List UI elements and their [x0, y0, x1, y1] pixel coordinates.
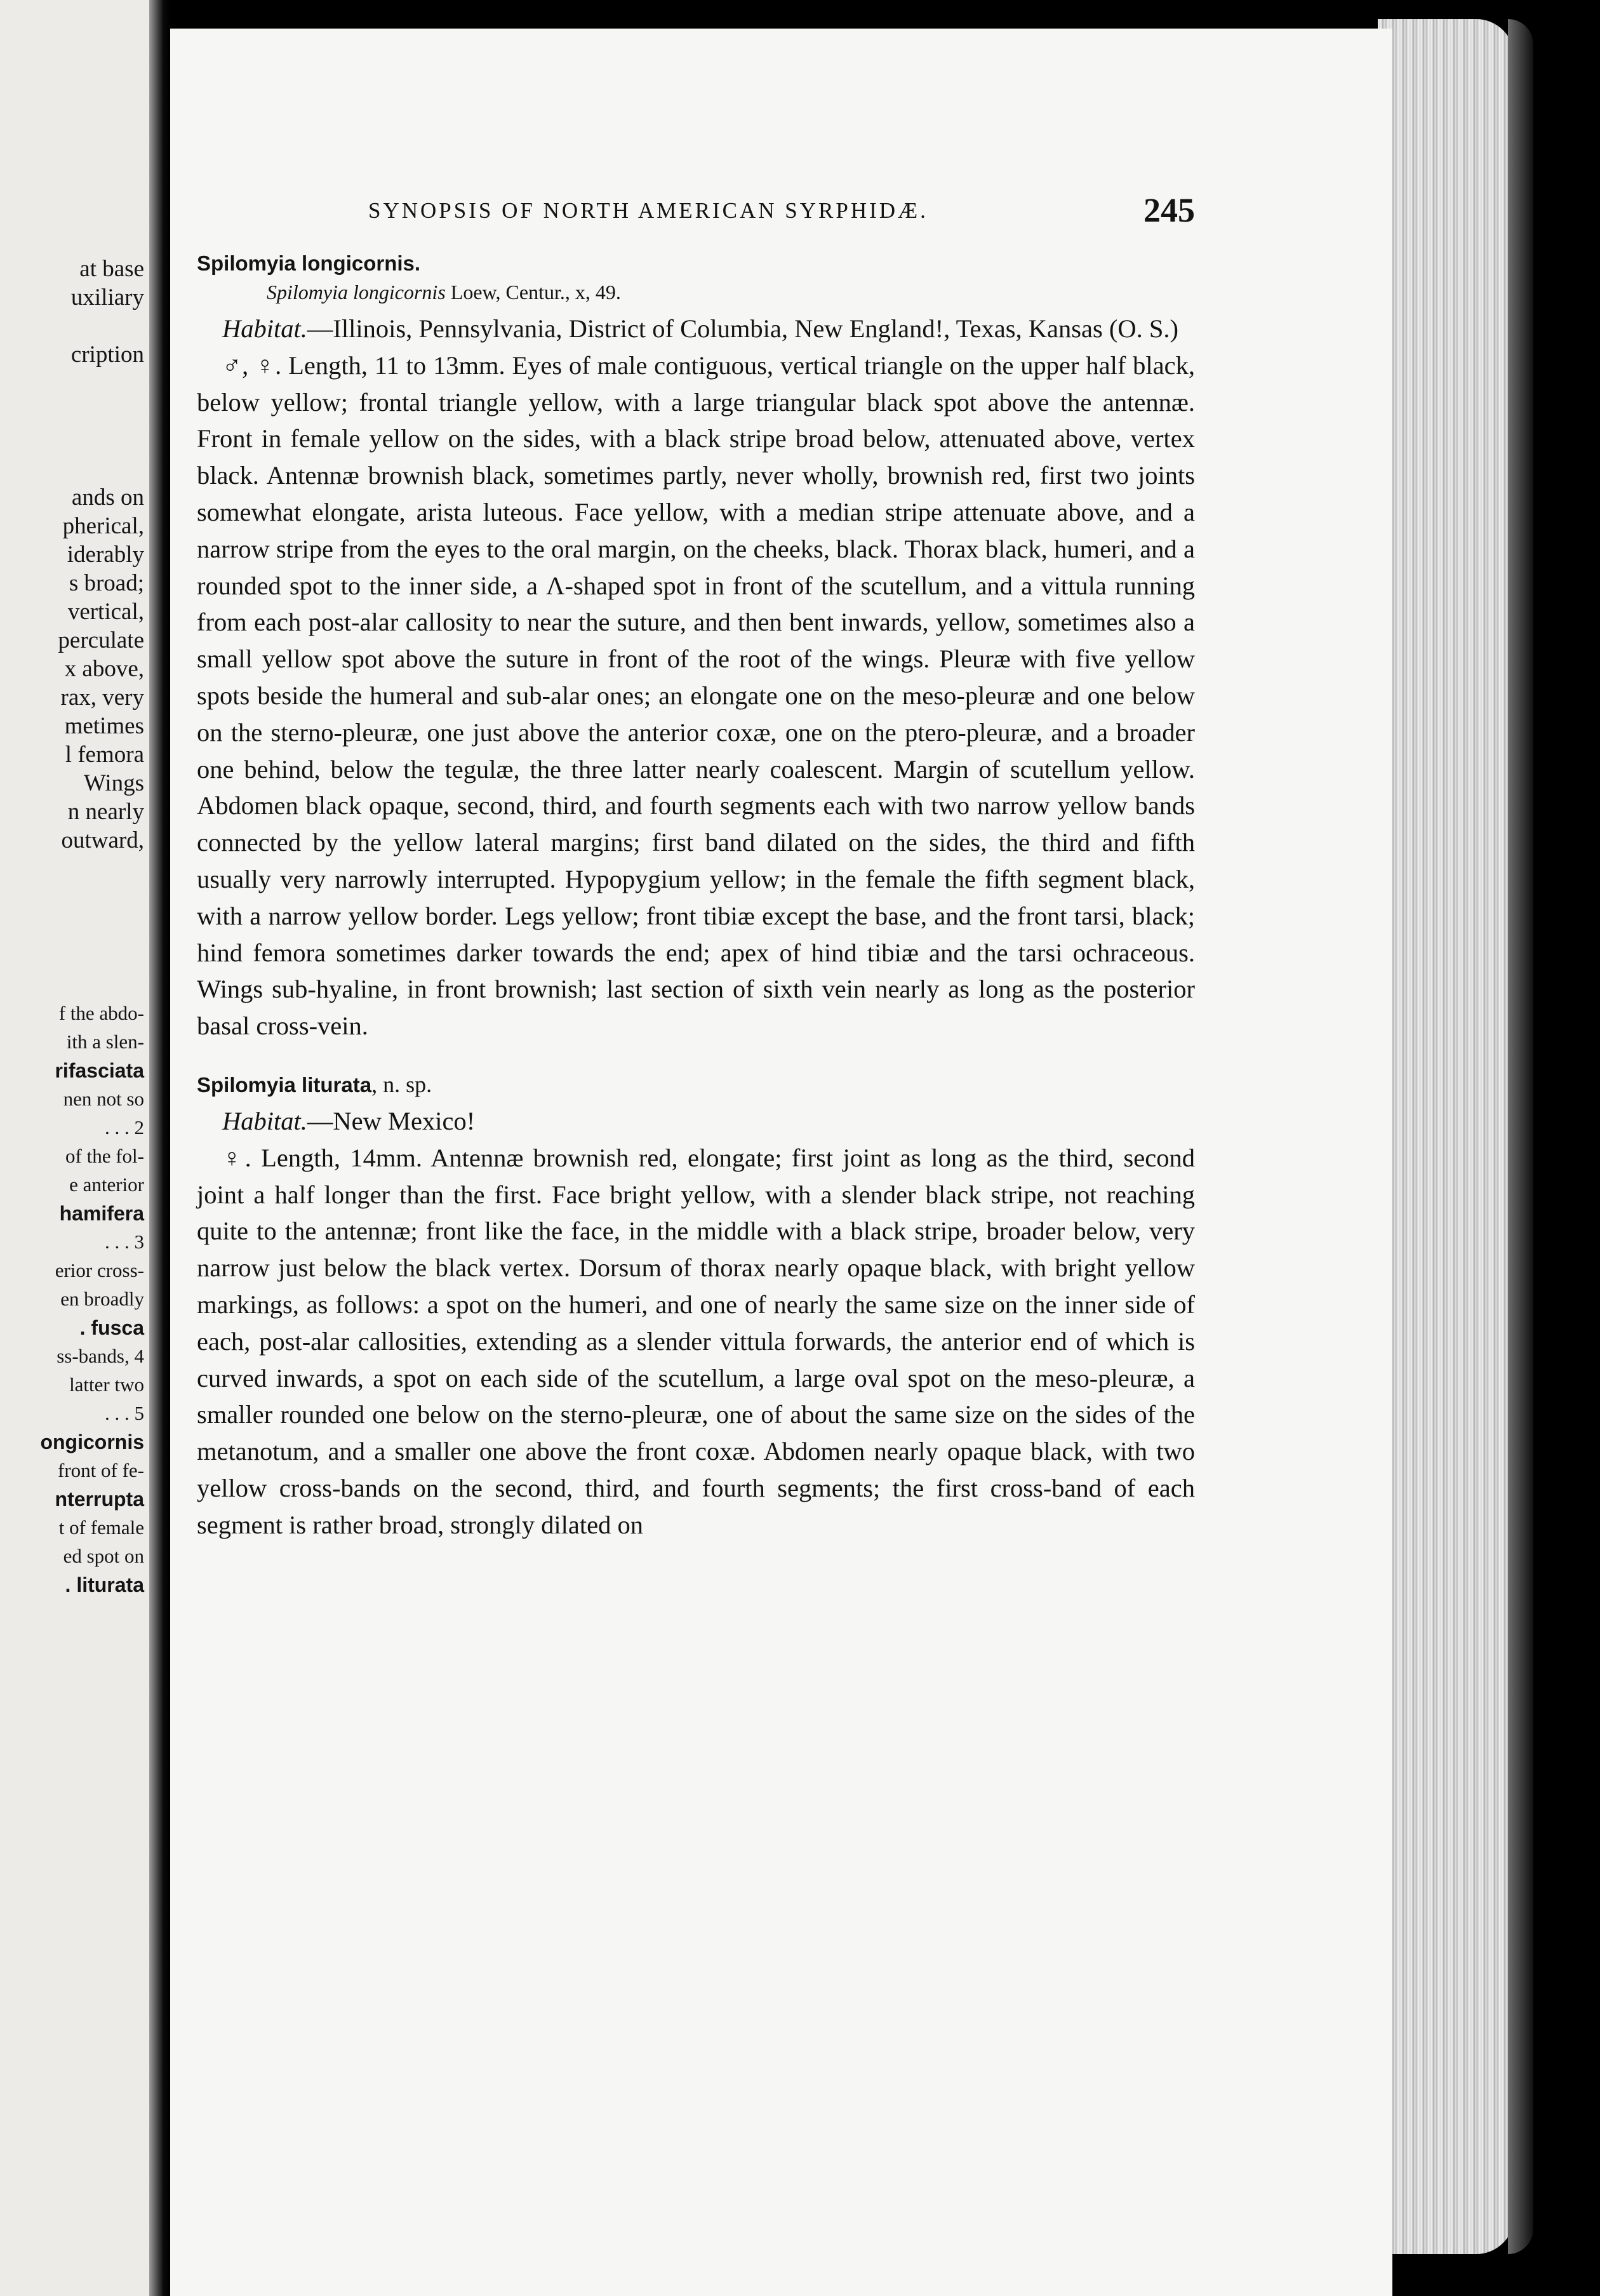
- species-entry: [197, 251, 1195, 1045]
- species-suffix: , n. sp.: [371, 1071, 432, 1097]
- left-line: ands on: [71, 484, 144, 511]
- left-line: e anterior: [69, 1173, 144, 1196]
- habitat-label: Habitat.: [222, 314, 307, 343]
- left-line: l femora: [65, 742, 144, 768]
- left-line: hamifera: [59, 1202, 144, 1225]
- habitat-paragraph: [197, 310, 1195, 347]
- left-line: nterrupta: [55, 1488, 144, 1511]
- left-line: cription: [70, 342, 144, 368]
- left-line: latter two: [69, 1373, 144, 1396]
- left-line: front of fe-: [58, 1459, 144, 1481]
- left-line: at base: [79, 256, 144, 282]
- habitat-label: Habitat.: [222, 1106, 307, 1135]
- description-paragraph: ♀. Length, 14mm. Antennæ brownish red, elongate; first joint as long as the third, second joint a half longer than the first. Face bright yellow, with a slender black stripe, not reaching quite to the antennæ; front like the face, in the middle with a black stripe, broader below, very narrow just below the black vertex. Dorsum of thorax nearly opaque black, with bright yellow markings, as follows: a spot on the humeri, and one of nearly the same size on the inner side of each, post-alar callosities, extending as a slender vittula forwards, the anterior end of which is curved inwards, a spot on each side of the scutellum, a large oval spot on the meso-pleuræ, a smaller rounded one below on the sterno-pleuræ, one of about the same size on the sides of the metanotum, and a smaller one above the front coxæ. Abdomen nearly opaque black, with two yellow cross-bands on the second, third, and fourth segments; the first cross-band of each segment is rather broad, strongly dilated on: [197, 1143, 1195, 1539]
- page-number: 245: [1143, 191, 1195, 229]
- left-line: ss-bands, 4: [57, 1345, 144, 1367]
- left-line: s broad;: [69, 570, 144, 596]
- description-paragraph: ♂, ♀. Length, 11 to 13mm. Eyes of male contiguous, vertical triangle on the upper half black, below yellow; frontal triangle yellow, with a large triangular black spot above the antennæ. Front in female yellow on the sides, with a black stripe broad below, attenuated above, vertex black. Antennæ brownish black, sometimes partly, never wholly, brownish red, first two joints somewhat elongate, arista luteous. Face yellow, with a median stripe attenuate above, and a narrow stripe from the eyes to the oral margin, on the cheeks, black. Thorax black, humeri, and a rounded spot to the inner side, a Λ-shaped spot in front of the scutellum, and a vittula running from each post-alar callosity to near the suture, and then bent inwards, yellow, sometimes also a small yellow spot above the suture in front of the root of the wings. Pleuræ with five yellow spots beside the humeral and sub-alar ones; an elongate one on the meso-pleuræ and one below on the sterno-pleuræ, one just above the anterior coxæ, one on the ptero-pleuræ, and a broader one behind, below the tegulæ, the three latter nearly coalescent. Margin of scutellum yellow. Abdomen black opaque, second, third, and fourth segments each with two narrow yellow bands connected by the yellow lateral margins; first band dilated on the sides, the third and fifth usually very narrowly interrupted. Hypopygium yellow; in the female the fifth segment black, with a narrow yellow border. Legs yellow; front tibiæ except the base, and the front tarsi, black; hind femora sometimes darker towards the end; apex of hind tibiæ and the tarsi ochraceous. Wings sub-hyaline, in front brownish; last section of sixth vein nearly as long as the posterior basal cross-vein.: [197, 350, 1195, 1041]
- citation-ref: Loew, Centur., x, 49.: [445, 281, 621, 304]
- running-title: SYNOPSIS OF NORTH AMERICAN SYRPHIDÆ.: [368, 198, 928, 223]
- left-line: ith a slen-: [66, 1031, 144, 1053]
- page-edges: [1378, 19, 1514, 2254]
- left-line: perculate: [58, 627, 144, 653]
- species-heading: [197, 1071, 1195, 1098]
- left-line: rifasciata: [55, 1059, 144, 1082]
- left-line: of the fol-: [65, 1145, 144, 1167]
- left-line: vertical,: [67, 599, 144, 625]
- book-gutter-shadow: [149, 0, 170, 2296]
- left-line: x above,: [64, 656, 144, 682]
- left-line: . . . 5: [105, 1402, 144, 1424]
- left-line: erior cross-: [55, 1259, 144, 1281]
- left-line: ed spot on: [63, 1545, 144, 1567]
- left-line: n nearly: [67, 799, 144, 825]
- species-entry: [197, 1071, 1195, 1544]
- left-line: ongicornis: [40, 1431, 144, 1453]
- left-line: . . . 2: [105, 1116, 144, 1138]
- left-line: outward,: [61, 827, 144, 853]
- left-line: iderably: [67, 542, 144, 568]
- habitat-text: —New Mexico!: [307, 1106, 476, 1135]
- left-line: rax, very: [60, 684, 144, 711]
- habitat-paragraph: [197, 1103, 1195, 1140]
- page-edges-shadow: [1508, 19, 1533, 2254]
- left-line: en broadly: [60, 1288, 144, 1310]
- page-content: [197, 190, 1195, 1544]
- page-header: [197, 190, 1195, 248]
- previous-page-fragment: [0, 0, 156, 2296]
- left-line: [0, 314, 144, 343]
- citation-name: Spilomyia longicornis: [267, 281, 446, 304]
- left-line: Wings: [83, 770, 144, 796]
- left-line: . fusca: [79, 1316, 144, 1339]
- left-line: f the abdo-: [58, 1002, 144, 1024]
- left-line: . liturata: [65, 1573, 144, 1596]
- left-line: metimes: [64, 713, 144, 739]
- left-line: nen not so: [63, 1088, 144, 1110]
- left-line: pherical,: [62, 513, 144, 539]
- previous-page-text: [0, 257, 144, 1603]
- left-line: t of female: [58, 1516, 144, 1538]
- species-name: Spilomyia liturata: [197, 1072, 372, 1097]
- citation: [267, 281, 1195, 304]
- species-heading: Spilomyia longicornis.: [197, 251, 421, 275]
- habitat-text: —Illinois, Pennsylvania, District of Columbia, New England!, Texas, Kansas (O. S.): [307, 314, 1178, 343]
- left-line: . . . 3: [105, 1231, 144, 1253]
- left-line: uxiliary: [70, 284, 144, 310]
